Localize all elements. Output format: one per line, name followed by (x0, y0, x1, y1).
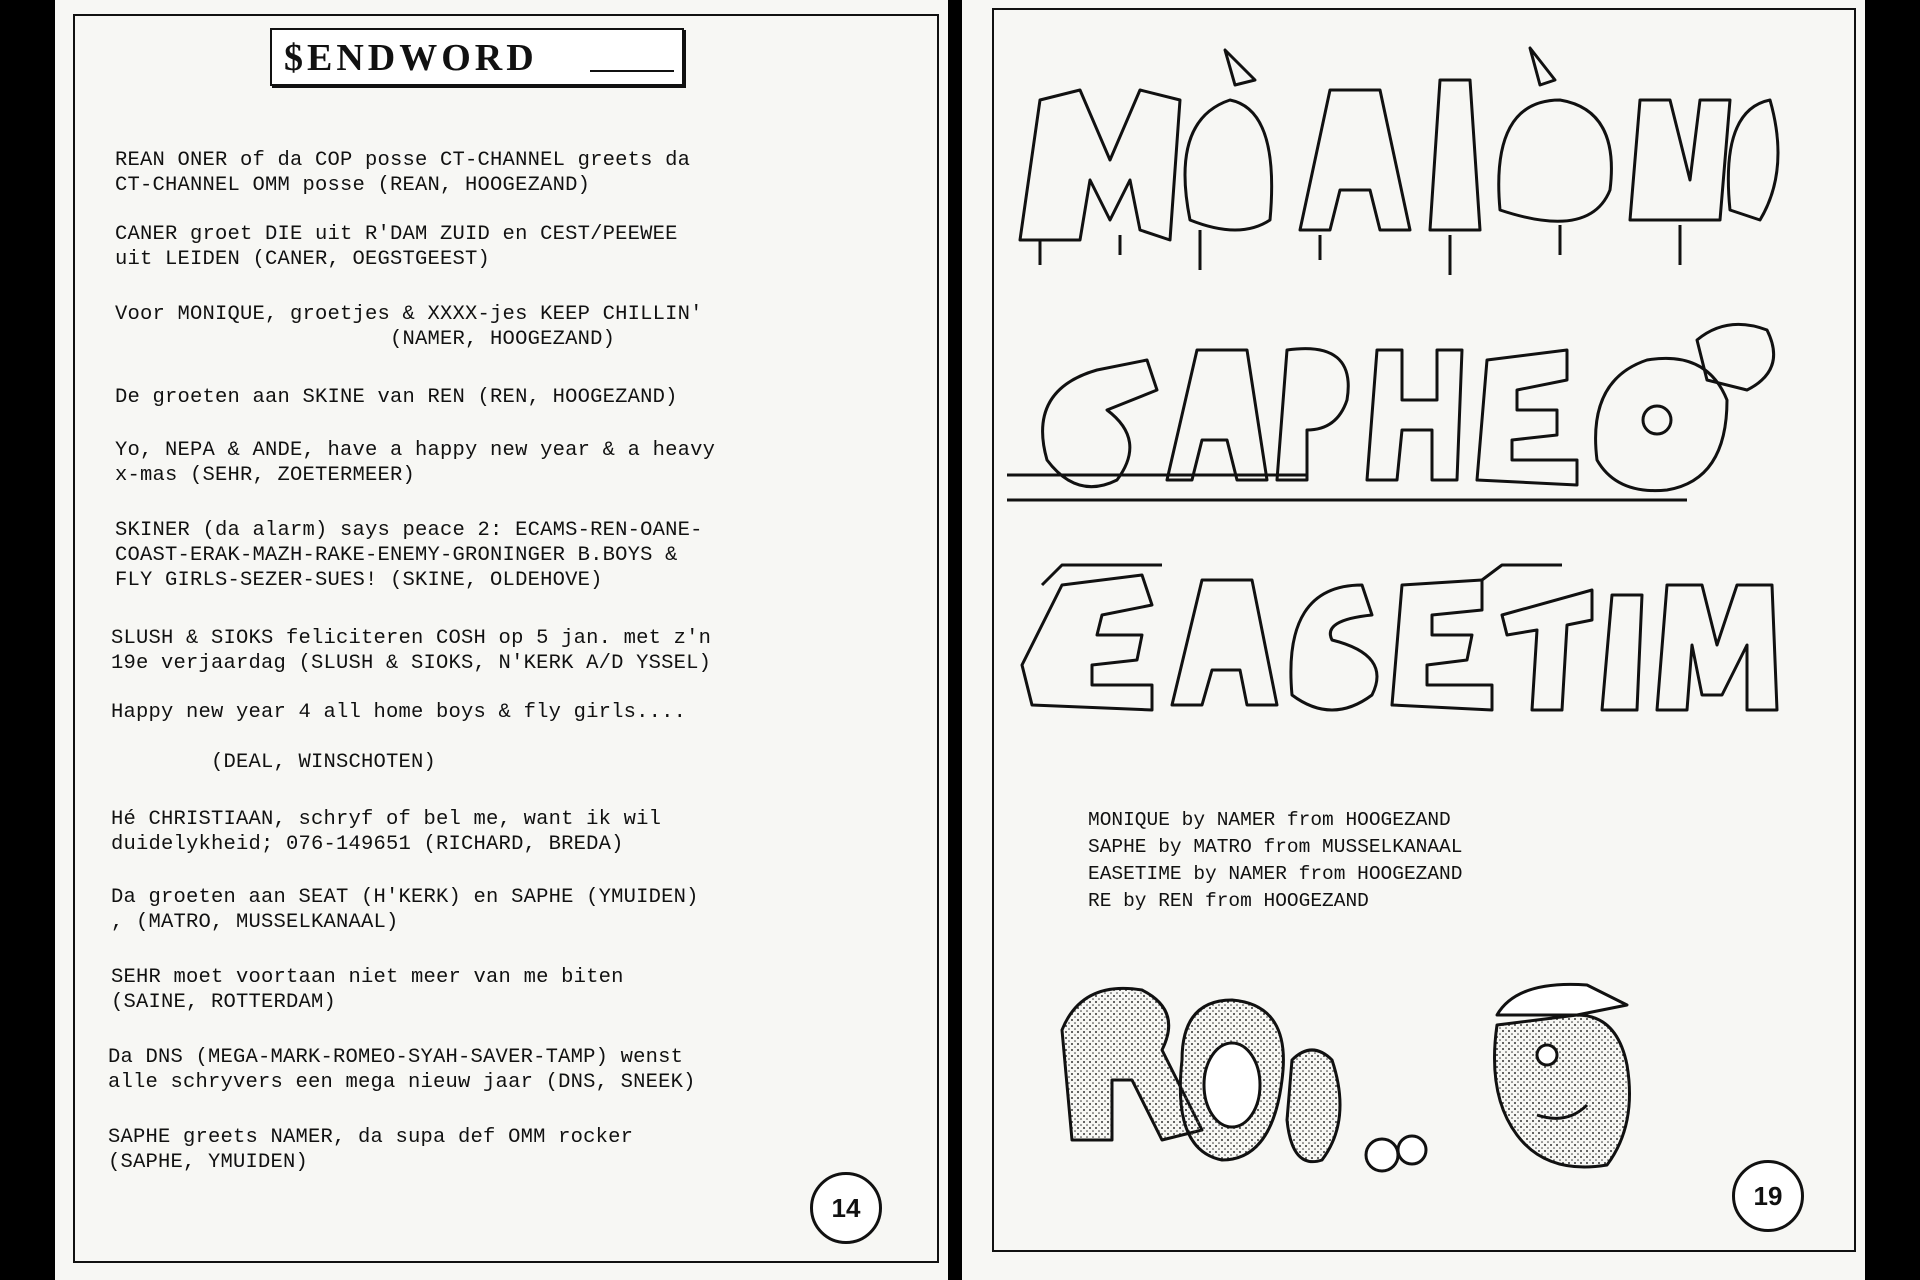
greeting-entry: Hé CHRISTIAAN, schryf of bel me, want ik wil duidelykheid; 076-149651 (RICHARD, BREDA) (111, 808, 662, 856)
greeting-entry: Da DNS (MEGA-MARK-ROMEO-SYAH-SAVER-TAMP) wenst alle schryvers een mega nieuw jaar (DNS, SNEEK) (108, 1046, 696, 1094)
greeting-entry: REAN ONER of da COP posse CT-CHANNEL greets da CT-CHANNEL OMM posse (REAN, HOOGEZAND) (115, 149, 691, 197)
page-title-box (270, 28, 684, 86)
caption-monique: MONIQUE by NAMER from HOOGEZAND (1088, 809, 1451, 831)
graffiti-monique-image (1000, 40, 1790, 280)
greeting-entry: SLUSH & SIOKS feliciteren COSH op 5 jan. met z'n 19e verjaardag (SLUSH & SIOKS, N'KERK A/D YSSEL) (111, 627, 712, 675)
greeting-entry: SKINER (da alarm) says peace 2: ECAMS-REN-OANE- COAST-ERAK-MAZH-RAKE-ENEMY-GRONINGER B.BOYS & FLY GIRLS-SEZER-SUES! (SKINE, OLDEHOVE) (115, 519, 703, 592)
graffiti-saphe-image (1007, 310, 1807, 515)
greeting-entry: SAPHE greets NAMER, da supa def OMM rocker (SAPHE, YMUIDEN) (108, 1126, 634, 1174)
greeting-entry: De groeten aan SKINE van REN (REN, HOOGEZAND) (115, 386, 678, 409)
caption-re: RE by REN from HOOGEZAND (1088, 890, 1369, 912)
right-page (962, 0, 1865, 1280)
page-number: 19 (1732, 1160, 1804, 1232)
greeting-entry: CANER groet DIE uit R'DAM ZUID en CEST/PEEWEE uit LEIDEN (CANER, OEGSTGEEST) (115, 223, 678, 271)
greeting-entry: Voor MONIQUE, groetjes & XXXX-jes KEEP CHILLIN' (NAMER, HOOGEZAND) (115, 303, 703, 351)
greeting-entry: Happy new year 4 all home boys & fly girls.... (DEAL, WINSCHOTEN) (111, 701, 687, 774)
page-title: $ENDWORD (284, 37, 538, 79)
caption-easetime: EASETIME by NAMER from HOOGEZAND (1088, 863, 1463, 885)
graffiti-re-image (1052, 970, 1472, 1185)
caption-saphe: SAPHE by MATRO from MUSSELKANAAL (1088, 836, 1463, 858)
greeting-entry: Da groeten aan SEAT (H'KERK) en SAPHE (YMUIDEN) , (MATRO, MUSSELKANAAL) (111, 886, 699, 934)
greeting-entry: SEHR moet voortaan niet meer van me biten (SAINE, ROTTERDAM) (111, 966, 624, 1014)
graffiti-easetime-image (1002, 545, 1802, 725)
left-page (55, 0, 948, 1280)
character-image (1477, 975, 1642, 1180)
page-number: 14 (810, 1172, 882, 1244)
greeting-entry: Yo, NEPA & ANDE, have a happy new year & a heavy x-mas (SEHR, ZOETERMEER) (115, 439, 716, 487)
title-dash (590, 70, 674, 72)
